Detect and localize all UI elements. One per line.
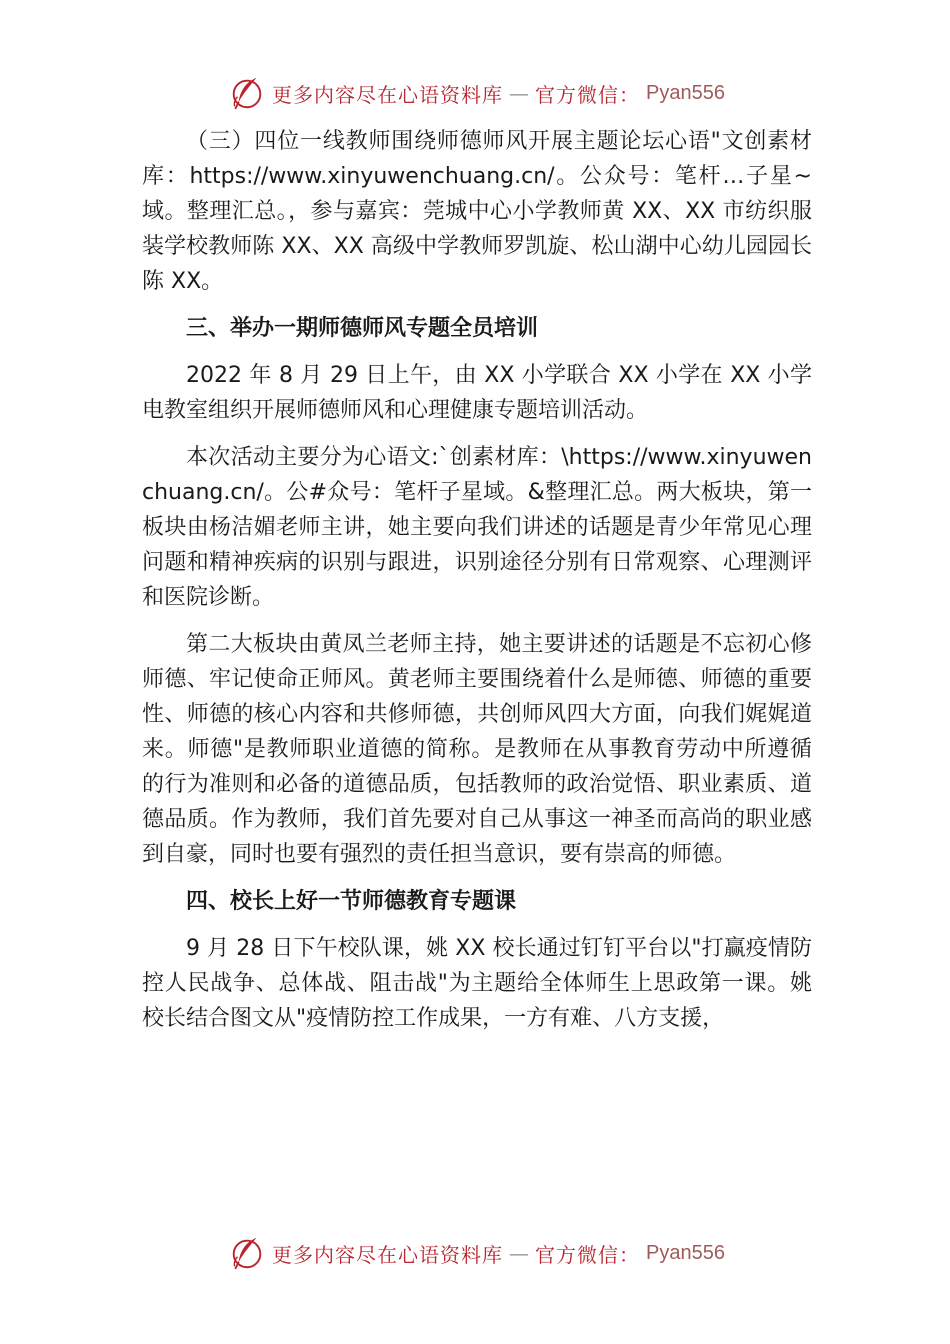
header-banner (228, 73, 725, 113)
paragraph-training-parts: 本次活动主要分为心语文:`创素材库：\https://www.xinyuwenchuang.cn/。公#众号：笔杆子星域。&整理汇总。两大板块，第一板块由杨洁媚老师主讲，她主要向我们讲述的话题是青少年常见心理问题和精神疾病的识别与跟进，识别途径分别有日常观察、心理测评和医院诊断。 (142, 445, 812, 610)
document-body (142, 124, 812, 1048)
banner-official-label: 官方微信： (535, 82, 640, 107)
banner-separator: — (509, 1241, 529, 1265)
paragraph-principal-lesson: 9 月 28 日下午校队课，姚 XX 校长通过钉钉平台以"打赢疫情防控人民战争、总体战、阻击战"为主题给全体师生上思政第一课。姚校长结合图文从"疫情防控工作成果，一方有难、八方支援， (142, 936, 812, 1031)
banner-title: 更多内容尽在心语资料库 (272, 82, 503, 107)
paragraph-ethics: 第二大板块由黄凤兰老师主持，她主要讲述的话题是不忘初心修师德、牢记使命正师风。黄老师主要围绕着什么是师德、师德的重要性、师德的核心内容和共修师德，共创师风四大方面，向我们娓娓道来。师德"是教师职业道德的简称。是教师在从事教育劳动中所遵循的行为准则和必备的道德品质，包括教师的政治觉悟、职业素质、道德品质。作为教师，我们首先要对自己从事这一神圣而高尚的职业感到自豪，同时也要有强烈的责任担当意识，要有崇高的师德。 (142, 632, 812, 867)
paragraph-forum: （三）四位一线教师围绕师德师风开展主题论坛心语"文创素材库：https://www.xinyuwenchuang.cn/。公众号：笔杆…子星~域。整理汇总。，参与嘉宾：莞城中心小学教师黄 XX、XX 市纺织服装学校教师陈 XX、XX 高级中学教师罗凯旋、松山湖中心幼儿园园长陈 XX。 (142, 129, 812, 294)
banner-wechat-id: Pyan556 (646, 1241, 725, 1264)
footer-banner (228, 1233, 725, 1273)
feather-pen-logo-icon (228, 74, 266, 112)
section-heading-3: 三、举办一期师德师风专题全员培训 (186, 316, 539, 341)
section-heading-4: 四、校长上好一节师德教育专题课 (186, 889, 517, 914)
banner-official-label: 官方微信： (535, 1242, 640, 1267)
banner-wechat-id: Pyan556 (646, 81, 725, 104)
banner-separator: — (509, 81, 529, 105)
feather-pen-logo-icon (228, 1234, 266, 1272)
banner-title: 更多内容尽在心语资料库 (272, 1242, 503, 1267)
paragraph-training-date: 2022 年 8 月 29 日上午，由 XX 小学联合 XX 小学在 XX 小学电教室组织开展师德师风和心理健康专题培训活动。 (142, 363, 812, 423)
